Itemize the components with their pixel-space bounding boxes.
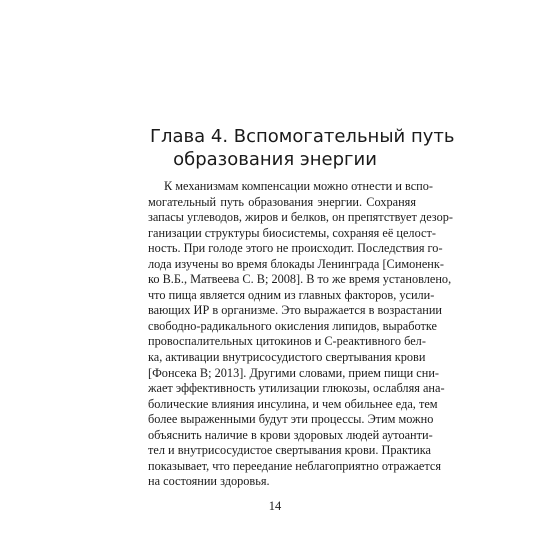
text-line: свободно-радикального окисления липидов, выработке bbox=[148, 318, 437, 333]
chapter-title-line: образования энергии bbox=[173, 149, 377, 170]
text-line: вающих ИР в организме. Это выражается в возрастании bbox=[148, 303, 443, 318]
text-line: К механизмам компенсации можно отнести и вспо- bbox=[164, 179, 433, 193]
text-line: лода изучены во время блокады Ленинграда [Симоненк- bbox=[148, 256, 444, 271]
body-paragraph bbox=[148, 179, 453, 490]
chapter-title-line: Глава 4. Вспомогательный путь bbox=[150, 126, 455, 147]
text-line: [Фонсека В; 2013]. Другими словами, прием пищи сни- bbox=[148, 365, 440, 380]
text-line: провоспалительных цитокинов и С-реактивного бел- bbox=[148, 334, 426, 349]
chapter-title bbox=[150, 125, 455, 171]
text-line: тел и внутрисосудистое свертывания крови. Практика bbox=[148, 443, 431, 458]
text-line: на состоянии здоровья. bbox=[148, 474, 270, 489]
text-line: жает эффективность утилизации глюкозы, ослабляя ана- bbox=[148, 381, 445, 396]
text-line: более выраженными будут эти процессы. Этим можно bbox=[148, 412, 434, 427]
text-line: ганизации структуры биосистемы, сохраняя её целост- bbox=[148, 225, 436, 240]
text-line: ность. При голоде этого не происходит. Последствия го- bbox=[148, 241, 443, 256]
text-line: болические влияния инсулина, и чем обильнее еда, тем bbox=[148, 396, 438, 411]
text-line: запасы углеводов, жиров и белков, он препятствует дезор- bbox=[148, 210, 453, 225]
text-line: объяснить наличие в крови здоровых людей аутоанти- bbox=[148, 427, 433, 442]
text-line: что пища является одним из главных факторов, усили- bbox=[148, 287, 435, 302]
page-number: 14 bbox=[268, 499, 282, 513]
text-line: показывает, что переедание неблагоприятно отражается bbox=[148, 458, 441, 473]
text-line: ко В.Б., Матвеева С. В; 2008]. В то же время установлено, bbox=[148, 272, 452, 287]
text-line: ка, активации внутрисосудистого свертывания крови bbox=[148, 350, 426, 365]
text-line: могательный путь образования энергии. Сохраняя bbox=[148, 194, 416, 209]
